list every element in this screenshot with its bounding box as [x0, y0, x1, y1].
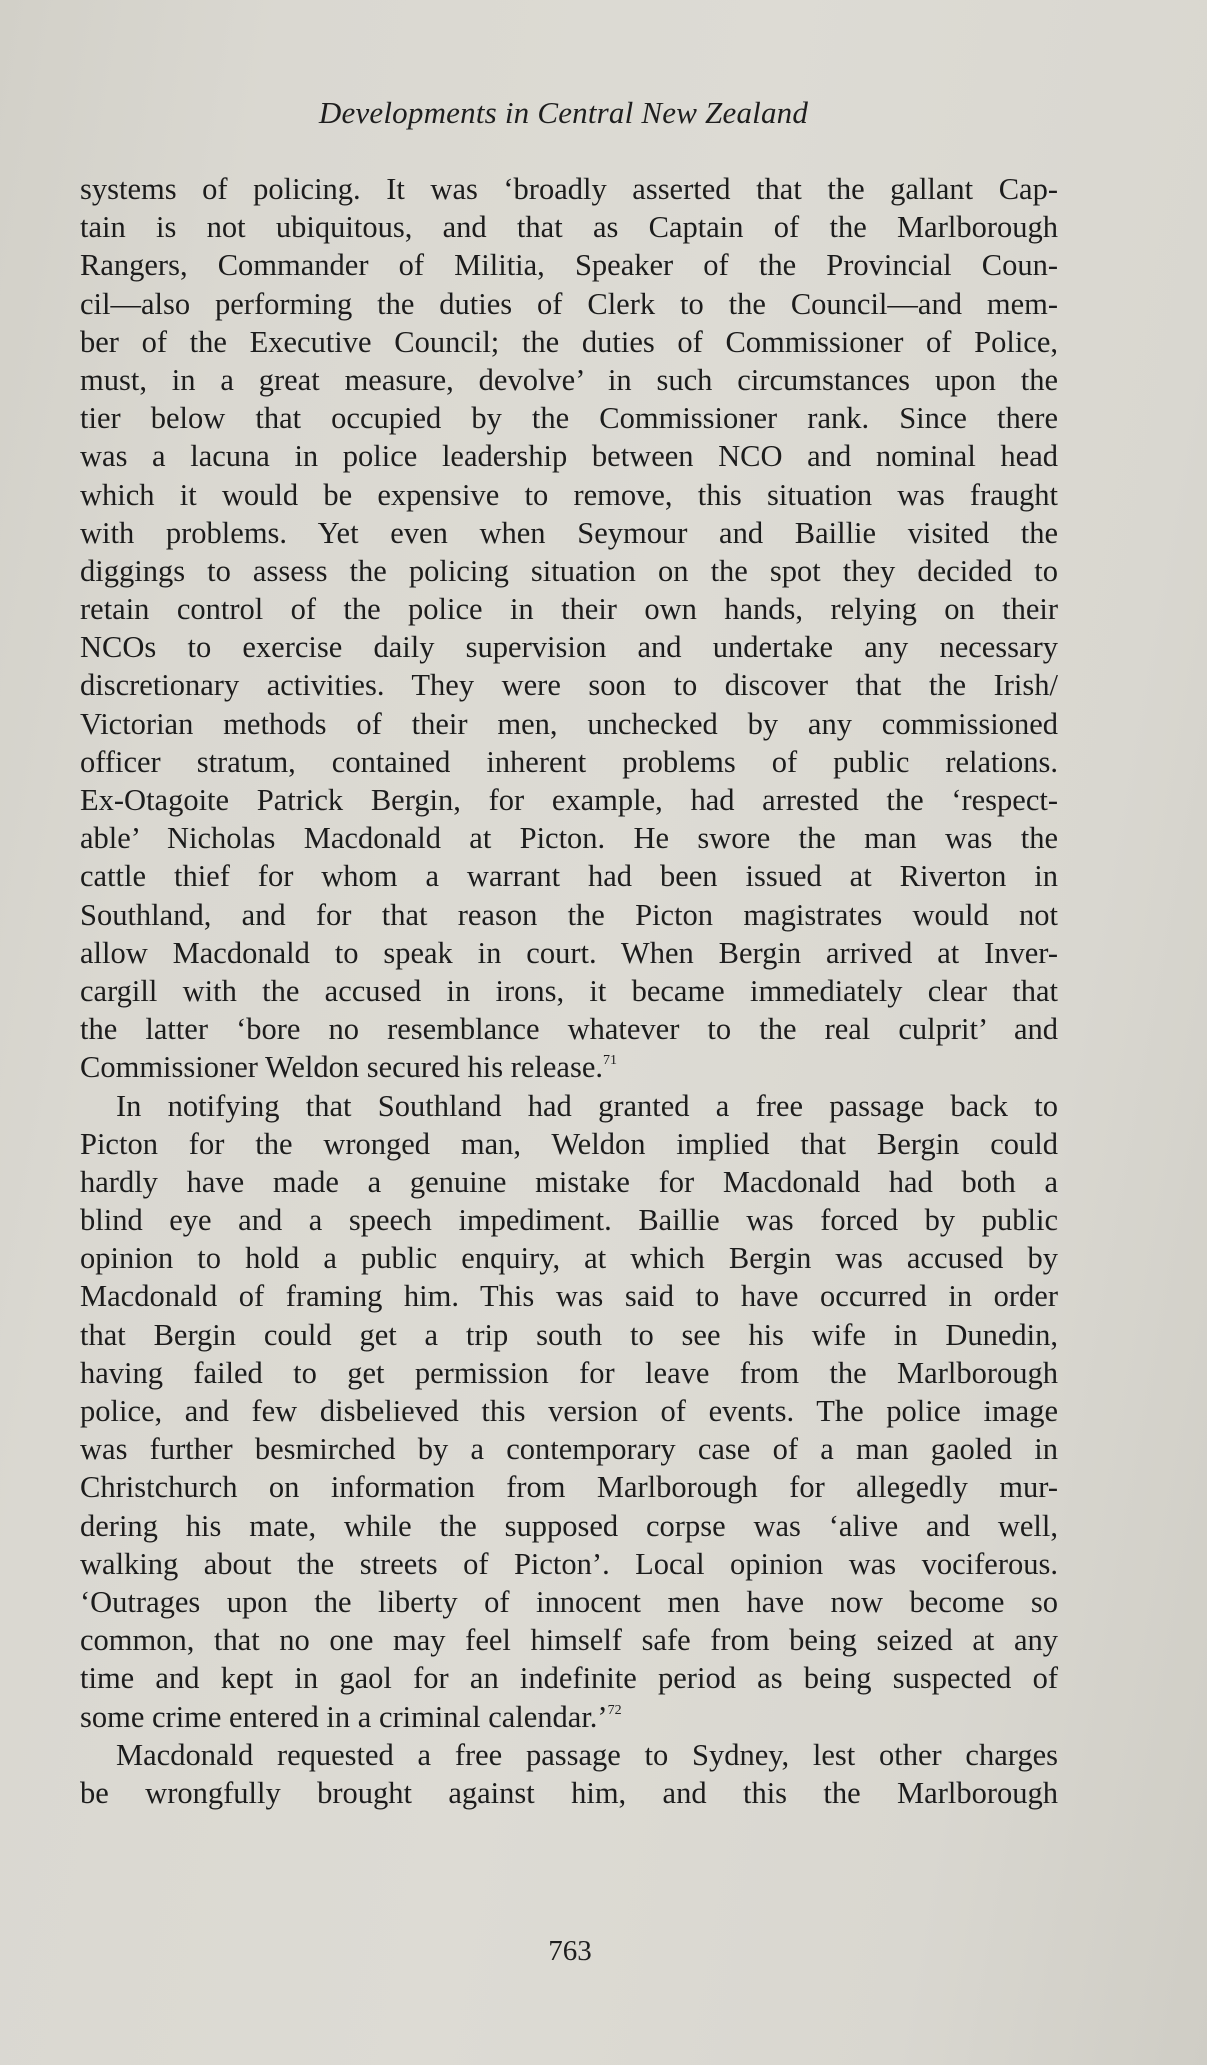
text-line: must, in a great measure, devolve’ in such circumstances upon the — [80, 362, 1058, 397]
text-line: cil—also performing the duties of Clerk to the Council—and mem- — [80, 286, 1058, 321]
text-line: able’ Nicholas Macdonald at Picton. He swore the man was the — [80, 821, 1058, 856]
text-line: cattle thief for whom a warrant had been issued at Riverton in — [80, 859, 1058, 894]
text-line: police, and few disbelieved this version of events. The police image — [80, 1394, 1058, 1428]
text-line: having failed to get permission for leave from the Marlborough — [80, 1355, 1058, 1390]
text-line: opinion to hold a public enquiry, at which Bergin was accused by — [80, 1241, 1058, 1276]
text-line: be wrongfully brought against him, and this the Marlborough — [80, 1775, 1058, 1810]
text-line: some crime entered in a criminal calendar.’$^{72}$ — [80, 1699, 622, 1734]
paragraph — [80, 1736, 1058, 1812]
text-line: Christchurch on information from Marlborough for allegedly mur- — [80, 1470, 1058, 1505]
text-line: allow Macdonald to speak in court. When Bergin arrived at Inver- — [80, 935, 1058, 970]
text-line: hardly have made a genuine mistake for Macdonald had both a — [80, 1164, 1058, 1199]
text-line: diggings to assess the policing situation on the spot they decided to — [80, 553, 1058, 588]
paragraph — [80, 170, 1058, 1087]
text-line: Macdonald of framing him. This was said to have occurred in order — [80, 1279, 1058, 1314]
footnote-marker[interactable]: 72 — [607, 1702, 622, 1718]
body-text — [80, 170, 1058, 1812]
text-line: Ex-Otagoite Patrick Bergin, for example, had arrested the ‘respect- — [80, 783, 1058, 817]
text-line: common, that no one may feel himself safe from being seized at any — [80, 1623, 1058, 1658]
text-line: officer stratum, contained inherent problems of public relations. — [80, 744, 1058, 779]
text-line: NCOs to exercise daily supervision and undertake any necessary — [80, 630, 1058, 665]
text-line: cargill with the accused in irons, it became immediately clear that — [80, 973, 1058, 1008]
text-line: Commissioner Weldon secured his release.$^{71}$ — [80, 1050, 617, 1085]
text-line: ‘Outrages upon the liberty of innocent men have now become so — [80, 1584, 1058, 1619]
paragraph — [80, 1087, 1058, 1736]
running-head: Developments in Central New Zealand — [318, 95, 809, 130]
text-line: with problems. Yet even when Seymour and Baillie visited the — [80, 515, 1058, 550]
text-line: retain control of the police in their own hands, relying on their — [80, 592, 1058, 627]
text-line: In notifying that Southland had granted a free passage back to — [116, 1088, 1058, 1123]
text-line: the latter ‘bore no resemblance whatever to the real culprit’ and — [80, 1012, 1058, 1047]
footnote-marker[interactable]: 71 — [602, 1053, 617, 1069]
text-line: Macdonald requested a free passage to Sydney, lest other charges — [116, 1737, 1058, 1772]
text-line: walking about the streets of Picton’. Local opinion was vociferous. — [80, 1546, 1058, 1581]
text-line: blind eye and a speech impediment. Baillie was forced by public — [80, 1203, 1058, 1238]
text-line: tain is not ubiquitous, and that as Captain of the Marlborough — [80, 210, 1058, 245]
text-line: time and kept in gaol for an indefinite period as being suspected of — [80, 1661, 1058, 1696]
text-line: Picton for the wronged man, Weldon implied that Bergin could — [80, 1126, 1058, 1161]
text-line: Rangers, Commander of Militia, Speaker of the Provincial Coun- — [80, 248, 1058, 283]
text-line: Southland, and for that reason the Picton magistrates would not — [80, 897, 1058, 932]
text-line: was further besmirched by a contemporary case of a man gaoled in — [80, 1432, 1058, 1467]
text-line: which it would be expensive to remove, this situation was fraught — [80, 477, 1058, 512]
text-line: dering his mate, while the supposed corpse was ‘alive and well, — [80, 1508, 1058, 1543]
text-line: tier below that occupied by the Commissioner rank. Since there — [80, 401, 1058, 436]
text-line: ber of the Executive Council; the duties of Commissioner of Police, — [80, 324, 1058, 359]
text-line: that Bergin could get a trip south to see his wife in Dunedin, — [80, 1317, 1058, 1352]
text-line: was a lacuna in police leadership between NCO and nominal head — [80, 439, 1058, 474]
page-number: 763 — [548, 1935, 592, 1967]
text-line: Victorian methods of their men, unchecked by any commissioned — [80, 706, 1058, 741]
text-line: systems of policing. It was ‘broadly asserted that the gallant Cap- — [80, 172, 1058, 206]
text-line: discretionary activities. They were soon to discover that the Irish/ — [80, 668, 1058, 703]
